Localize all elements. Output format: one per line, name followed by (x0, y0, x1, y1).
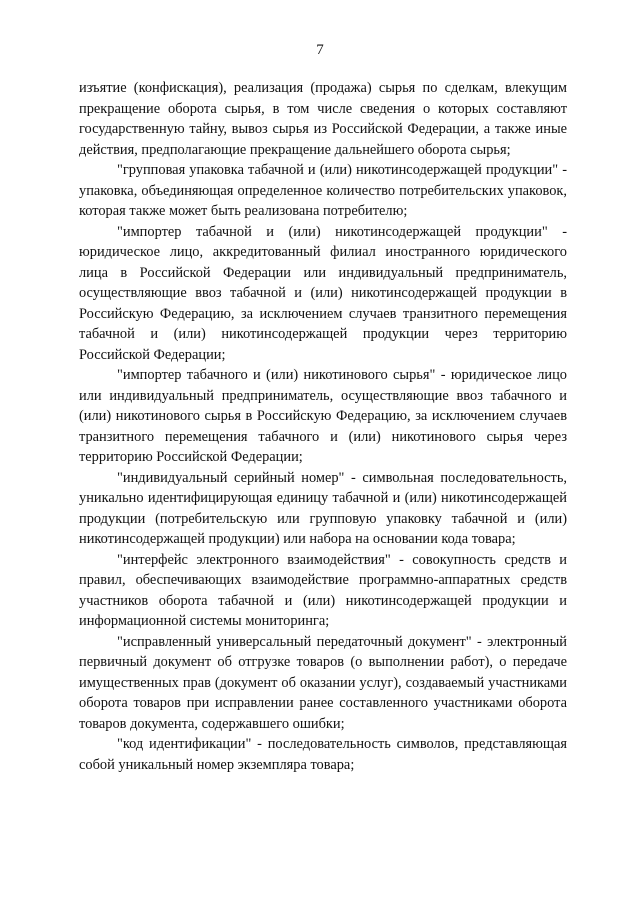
document-body (79, 78, 567, 775)
definition-importer-products: "импортер табачной и (или) никотинсодержащей продукции" - юридическое лицо, аккредитованный филиал иностранного юридического лица в Российской Федерации или индивидуальный предприниматель, осуществляющие ввоз табачной и (или) никотинсодержащей продукции в Российскую Федерацию, за исключением случаев транзитного перемещения табачной и (или) никотинсодержащей продукции через территорию Российской Федерации; (79, 223, 567, 363)
definition-group-packaging: "групповая упаковка табачной и (или) никотинсодержащей продукции" - упаковка, объединяющая определенное количество потребительских упаковок, которая также может быть реализована потребителю; (79, 162, 567, 219)
definition-electronic-interface: "интерфейс электронного взаимодействия" - совокупность средств и правил, обеспечивающих взаимодействие программно-аппаратных средств участников оборота табачной и (или) никотинсодержащей продукции и информационной системы мониторинга; (79, 551, 567, 629)
definition-corrected-transfer-document: "исправленный универсальный передаточный документ" - электронный первичный документ об отгрузке товаров (о выполнении работ), о передаче имущественных прав (документ об оказании услуг), создаваемый участниками оборота товаров при исправлении ранее составленного участниками оборота товаров документа, содержавшего ошибки; (79, 633, 567, 732)
definition-importer-raw-materials: "импортер табачного и (или) никотинового сырья" - юридическое лицо или индивидуальный предприниматель, осуществляющие ввоз табачного и (или) никотинового сырья в Российскую Федерацию, за исключением случаев транзитного перемещения табачного и (или) никотинового сырья через территорию Российской Федерации; (79, 367, 567, 465)
paragraph-continuation: изъятие (конфискация), реализация (продажа) сырья по сделкам, влекущим прекращение оборота сырья, в том числе сведения о которых составляют государственную тайну, вывоз сырья из Российской Федерации, а также иные действия, предполагающие прекращение дальнейшего оборота сырья; (79, 80, 567, 158)
page-number: 7 (316, 42, 324, 58)
definition-serial-number: "индивидуальный серийный номер" - символьная последовательность, уникально идентифицирующая единицу табачной и (или) никотинсодержащей продукции (потребительскую или групповую упаковку табачной и (или) никотинсодержащей продукции) или набора на основании кода товара; (79, 469, 567, 547)
definition-identification-code: "код идентификации" - последовательность символов, представляющая собой уникальный номер экземпляра товара; (79, 736, 567, 773)
